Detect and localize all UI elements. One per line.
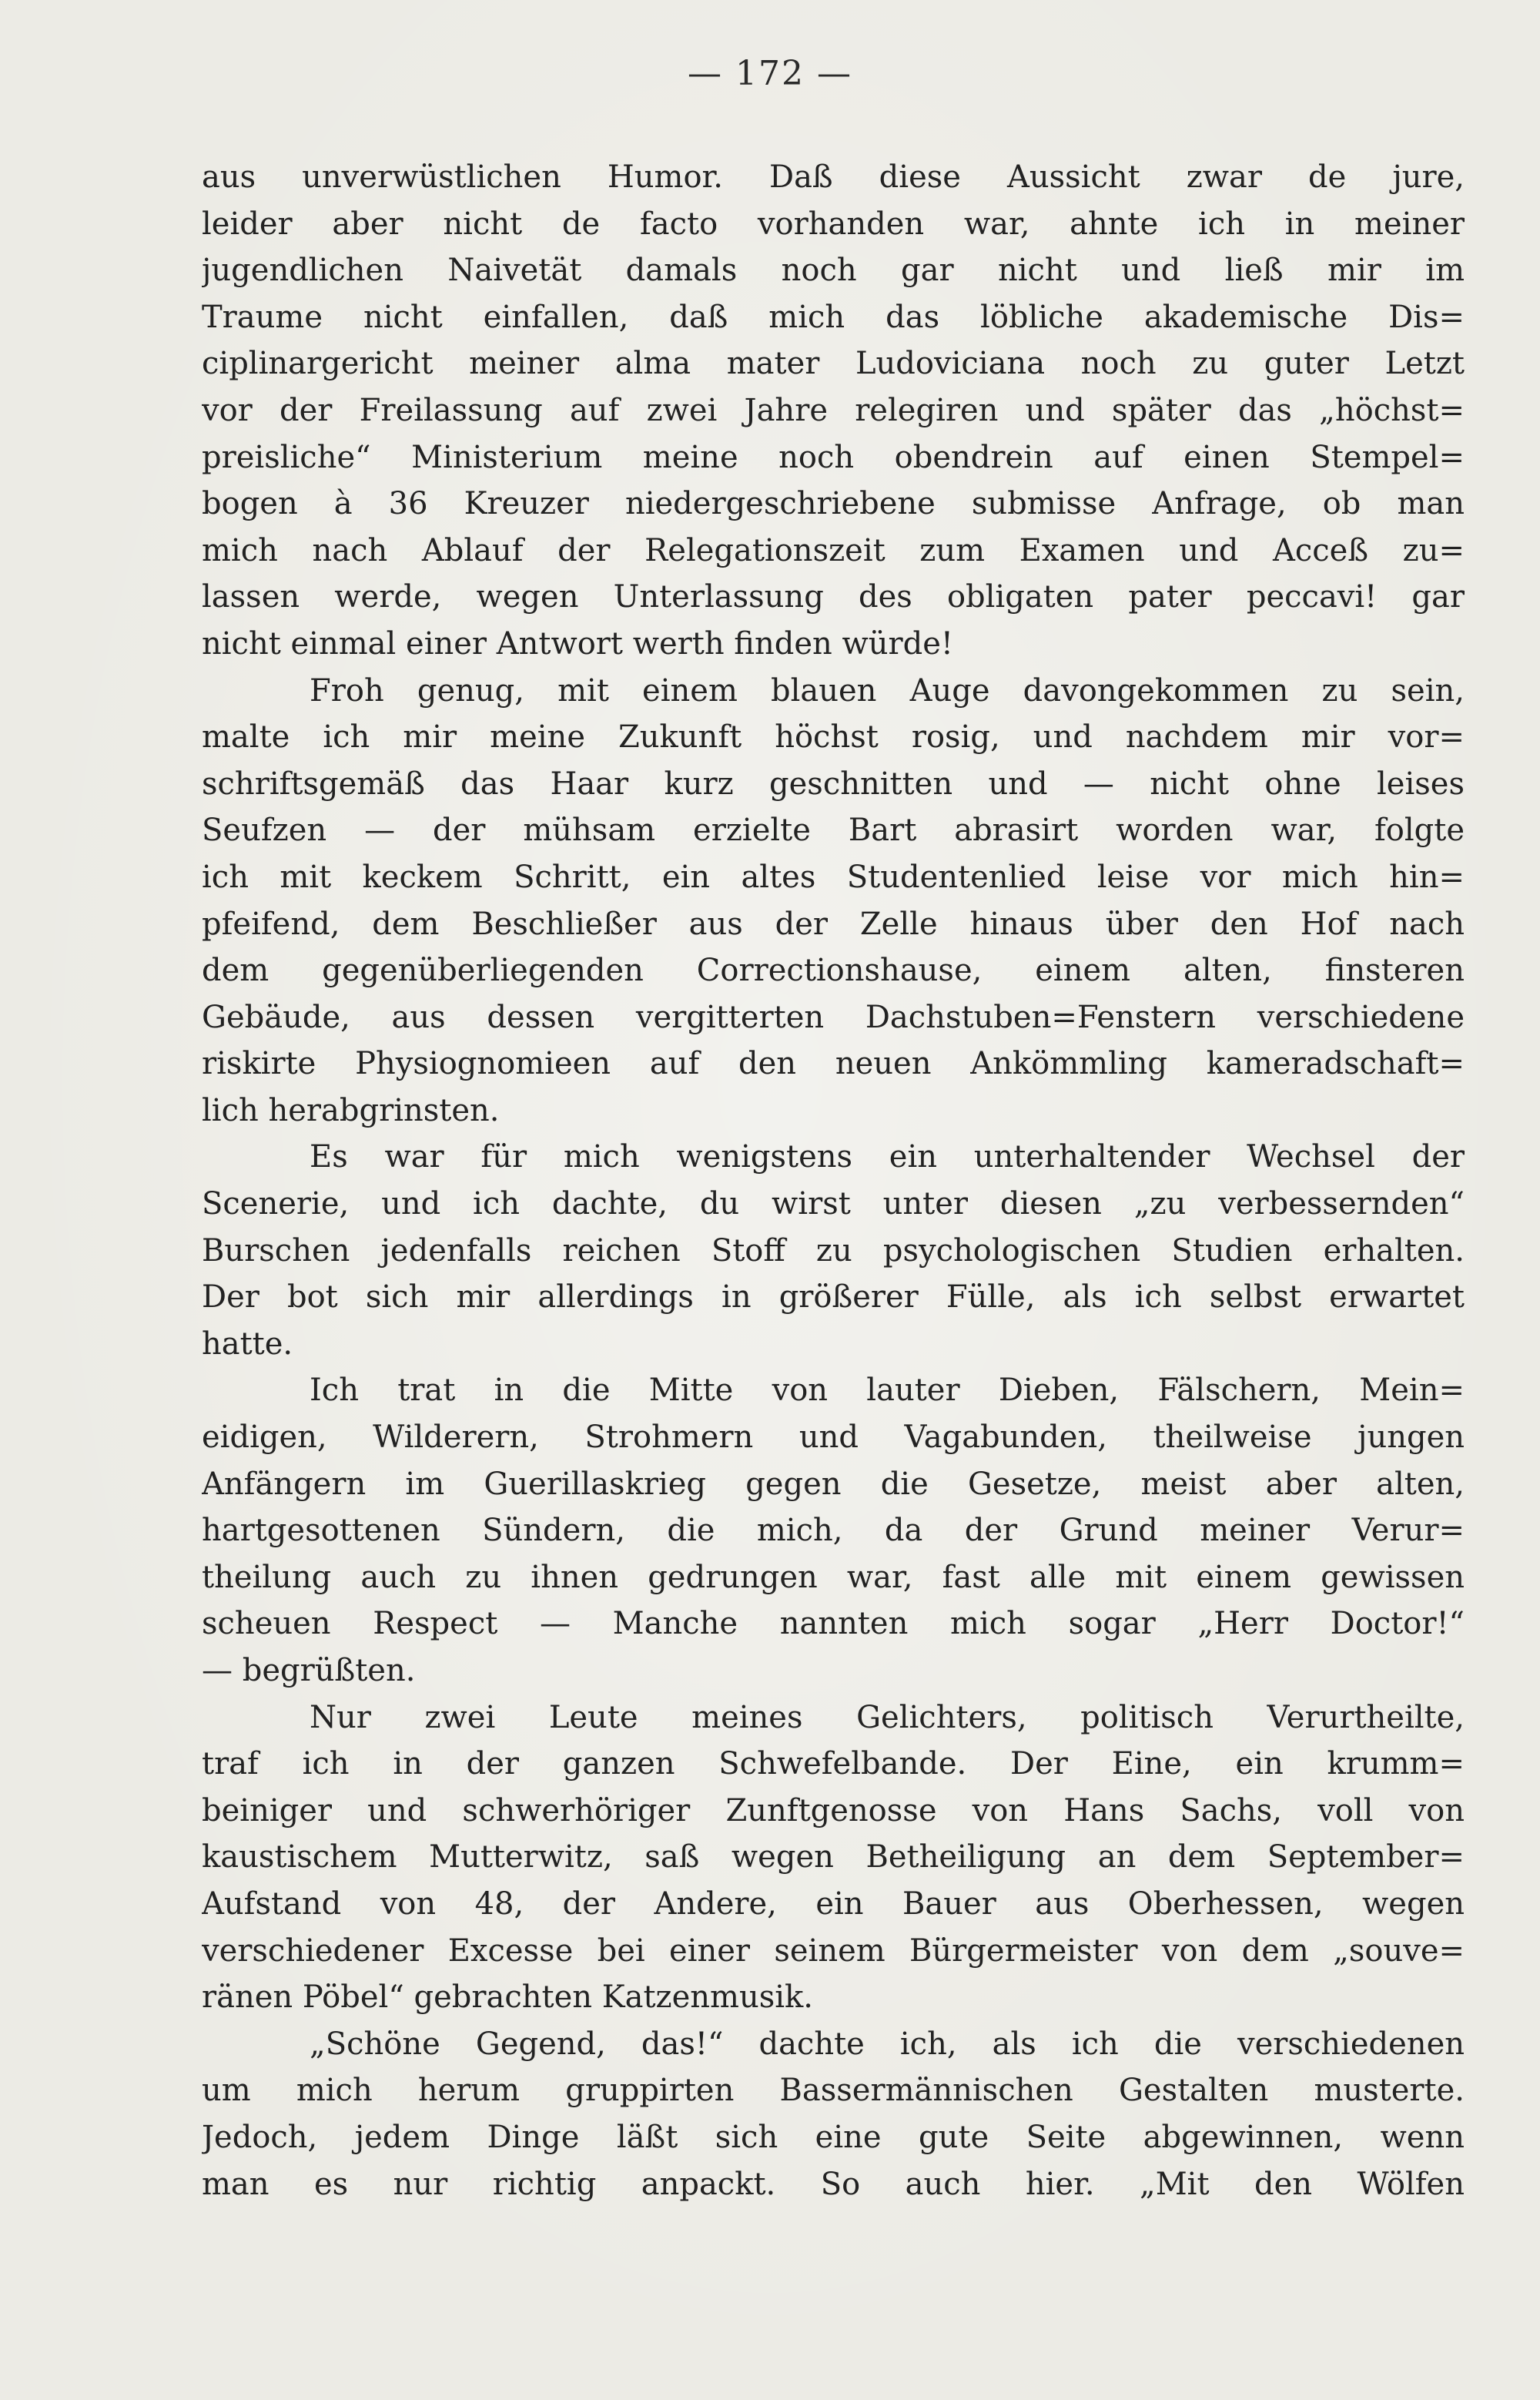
text-line: malte ich mir meine Zukunft höchst rosig, und nachdem mir vor=	[202, 719, 1465, 756]
text-line: nicht einmal einer Antwort werth finden würde!	[202, 625, 953, 662]
text-line: Scenerie, und ich dachte, du wirst unter diesen „zu verbessernden“	[202, 1186, 1465, 1222]
text-line: — begrüßten.	[202, 1653, 416, 1688]
text-line: traf ich in der ganzen Schwefelbande. Der Eine, ein krumm=	[202, 1746, 1465, 1782]
text-line: vor der Freilassung auf zwei Jahre relegiren und später das „höchst=	[202, 392, 1465, 428]
text-line: hatte.	[202, 1326, 293, 1362]
text-line: hartgesottenen Sündern, die mich, da der Grund meiner Verur=	[202, 1513, 1465, 1549]
text-line: preisliche“ Ministerium meine noch obendrein auf einen Stempel=	[202, 439, 1465, 475]
text-line: eidigen, Wilderern, Strohmern und Vagabunden, theilweise jungen	[202, 1420, 1465, 1456]
text-line: dem gegenüberliegenden Correctionshause, einem alten, finsteren	[202, 953, 1465, 989]
text-line: Anfängern im Guerillaskrieg gegen die Gesetze, meist aber alten,	[202, 1466, 1465, 1502]
text-line: Es war für mich wenigstens ein unterhaltender Wechsel der	[310, 1139, 1465, 1175]
text-line: lich herabgrinsten.	[202, 1092, 500, 1128]
text-line: scheuen Respect — Manche nannten mich sogar „Herr Doctor!“	[202, 1606, 1465, 1642]
text-line: Traume nicht einfallen, daß mich das löbliche akademische Dis=	[202, 299, 1465, 335]
text-line: ciplinargericht meiner alma mater Ludoviciana noch zu guter Letzt	[202, 346, 1465, 382]
text-line: „Schöne Gegend, das!“ dachte ich, als ich die verschiedenen	[310, 2026, 1465, 2062]
page-number: — 172 —	[688, 54, 852, 93]
text-line: schriftsgemäß das Haar kurz geschnitten und — nicht ohne leises	[202, 766, 1465, 802]
text-line: Seufzen — der mühsam erzielte Bart abrasirt worden war, folgte	[202, 813, 1465, 849]
text-line: beiniger und schwerhöriger Zunftgenosse von Hans Sachs, voll von	[202, 1792, 1465, 1828]
text-line: jugendlichen Naivetät damals noch gar nicht und ließ mir im	[202, 253, 1465, 289]
text-line: riskirte Physiognomieen auf den neuen Ankömmling kameradschaft=	[202, 1046, 1465, 1082]
text-line: pfeifend, dem Beschließer aus der Zelle hinaus über den Hof nach	[202, 906, 1465, 942]
text-line: Ich trat in die Mitte von lauter Dieben, Fälschern, Mein=	[310, 1373, 1465, 1409]
text-line: verschiedener Excesse bei einer seinem Bürgermeister von dem „souve=	[202, 1932, 1465, 1969]
text-line: Jedoch, jedem Dinge läßt sich eine gute Seite abgewinnen, wenn	[202, 2119, 1465, 2155]
text-line: Gebäude, aus dessen vergitterten Dachstuben=Fenstern verschiedene	[202, 999, 1465, 1035]
text-line: man es nur richtig anpackt. So auch hier. „Mit den Wölfen	[202, 2166, 1465, 2202]
text-line: Froh genug, mit einem blauen Auge davongekommen zu sein,	[310, 672, 1465, 709]
text-line: um mich herum gruppirten Bassermännischen Gestalten musterte.	[202, 2073, 1465, 2109]
text-line: ränen Pöbel“ gebrachten Katzenmusik.	[202, 1979, 814, 2016]
text-line: leider aber nicht de facto vorhanden war, ahnte ich in meiner	[202, 206, 1465, 242]
text-line: ich mit keckem Schritt, ein altes Studentenlied leise vor mich hin=	[202, 859, 1465, 895]
text-line: lassen werde, wegen Unterlassung des obligaten pater peccavi! gar	[202, 579, 1465, 615]
text-line: Aufstand von 48, der Andere, ein Bauer aus Oberhessen, wegen	[202, 1885, 1465, 1922]
text-line: Der bot sich mir allerdings in größerer Fülle, als ich selbst erwartet	[202, 1279, 1465, 1316]
text-line: Nur zwei Leute meines Gelichters, politisch Verurtheilte,	[310, 1699, 1465, 1735]
text-line: Burschen jedenfalls reichen Stoff zu psychologischen Studien erhalten.	[202, 1232, 1465, 1269]
text-line: mich nach Ablauf der Relegationszeit zum Examen und Acceß zu=	[202, 532, 1465, 568]
text-line: aus unverwüstlichen Humor. Daß diese Aussicht zwar de jure,	[202, 159, 1465, 195]
body-text	[202, 154, 1465, 2207]
text-line: bogen à 36 Kreuzer niedergeschriebene submisse Anfrage, ob man	[202, 486, 1465, 522]
text-line: kaustischem Mutterwitz, saß wegen Betheiligung an dem September=	[202, 1839, 1465, 1875]
text-line: theilung auch zu ihnen gedrungen war, fast alle mit einem gewissen	[202, 1559, 1465, 1595]
